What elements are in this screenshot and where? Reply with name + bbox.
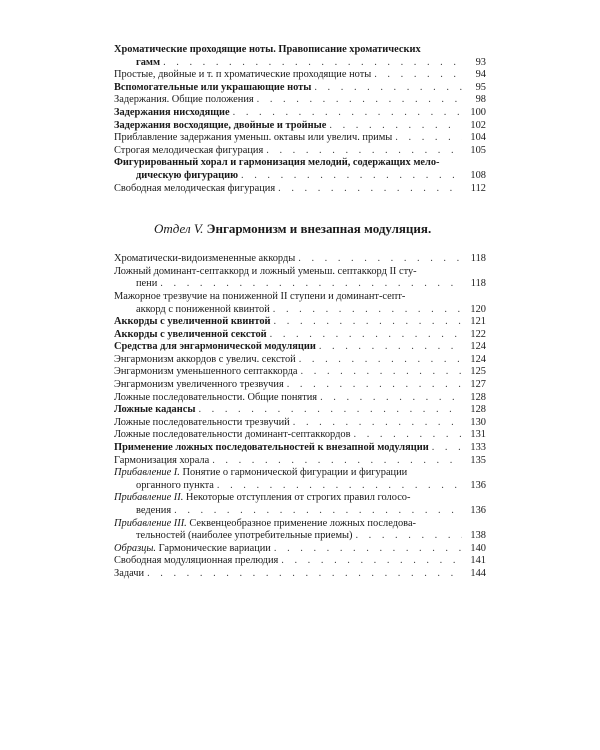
toc-entry bbox=[114, 291, 486, 316]
toc-entry-title: Аккорды с увеличенной секстой bbox=[114, 328, 267, 340]
section-heading bbox=[154, 221, 486, 237]
page-number: 127 bbox=[470, 379, 486, 391]
toc-entry-continuation: ведения bbox=[136, 505, 172, 516]
toc-entry-title: Свободная модуляционная прелюдия bbox=[114, 555, 279, 567]
page-number: 121 bbox=[470, 316, 486, 328]
toc-part-2 bbox=[114, 253, 486, 580]
toc-entry-title: Ложные последовательности доминант-септаккордов bbox=[114, 429, 351, 441]
page-number: 120 bbox=[470, 303, 486, 315]
page-number: 130 bbox=[470, 416, 486, 428]
toc-entry-title: Ложный доминант-септаккорд и ложный уменьш. септаккорд II сту- bbox=[114, 265, 417, 277]
page-number: 100 bbox=[470, 106, 486, 118]
toc-entry bbox=[114, 568, 486, 581]
page-number: 105 bbox=[470, 144, 486, 156]
dot-leader bbox=[270, 304, 462, 317]
page-number: 141 bbox=[470, 555, 486, 567]
toc-entry-title: Приблавление задержания уменьш. октавы или увелич. примы bbox=[114, 132, 393, 144]
toc-entry-lead: Образцы. bbox=[114, 542, 157, 554]
toc-entry-title: Гармонические вариации bbox=[158, 542, 271, 554]
page-number: 138 bbox=[470, 530, 486, 542]
page-number: 95 bbox=[475, 81, 486, 93]
toc-entry bbox=[114, 329, 486, 342]
dot-leader bbox=[209, 455, 462, 468]
toc-entry bbox=[114, 354, 486, 367]
toc-entry-title: Хроматически-видоизмененные аккорды bbox=[114, 253, 296, 265]
toc-entry-title: Строгая мелодическая фигурация bbox=[114, 144, 264, 156]
toc-entry-lead: Прибавление III. bbox=[114, 517, 187, 529]
dot-leader bbox=[271, 543, 462, 556]
page-number: 108 bbox=[470, 169, 486, 181]
toc-entry bbox=[114, 543, 486, 556]
dot-leader bbox=[160, 57, 462, 70]
toc-entry-continuation: гамм bbox=[136, 56, 161, 68]
toc-entry-continuation: органного пункта bbox=[136, 479, 214, 491]
toc-entry-title: Фигурированный хорал и гармонизация мелодий, содержащих мело- bbox=[114, 157, 440, 169]
page-number: 144 bbox=[470, 567, 486, 579]
toc-entry-title: Энгармонизм увеличенного трезвучия bbox=[114, 379, 284, 391]
dot-leader bbox=[254, 94, 462, 107]
toc-entry bbox=[114, 555, 486, 568]
toc-entry-title: Простые, двойные и т. п хроматические проходящие ноты bbox=[114, 69, 372, 81]
page-number: 118 bbox=[470, 253, 486, 265]
dot-leader bbox=[317, 392, 462, 405]
dot-leader bbox=[157, 278, 462, 291]
page-number: 140 bbox=[470, 542, 486, 554]
toc-entry-title: Секвенцеобразное применение ложных последова- bbox=[189, 517, 417, 529]
page-number: 94 bbox=[475, 69, 486, 81]
toc-entry-lead: Прибавление I. bbox=[114, 467, 180, 479]
dot-leader bbox=[284, 379, 462, 392]
toc-entry-continuation: дическую фигурацию bbox=[136, 169, 239, 181]
toc-entry-title: Применение ложных последовательностей к внезапной модуляции bbox=[114, 442, 429, 454]
toc-entry-title: Вспомогательные или украшающие ноты bbox=[114, 81, 312, 93]
page-number: 98 bbox=[475, 94, 486, 106]
dot-leader bbox=[351, 429, 463, 442]
toc-entry-title: Задержания восходящие, двойные и тройные bbox=[114, 119, 327, 131]
toc-part-1 bbox=[114, 44, 486, 195]
dot-leader bbox=[195, 404, 462, 417]
page-number: 124 bbox=[470, 353, 486, 365]
page-number: 128 bbox=[470, 391, 486, 403]
toc-entry-lead: Прибавление II. bbox=[114, 492, 184, 504]
dot-leader bbox=[392, 132, 462, 145]
toc-entry-title: Энгармонизм аккордов с увелич. секстой bbox=[114, 353, 296, 365]
dot-leader bbox=[298, 366, 462, 379]
toc-entry-continuation: аккорд с пониженной квинтой bbox=[136, 303, 270, 315]
dot-leader bbox=[271, 316, 462, 329]
dot-leader bbox=[278, 555, 462, 568]
dot-leader bbox=[295, 253, 462, 266]
page-number: 93 bbox=[475, 56, 486, 68]
toc-entry-title: Средства для энгармонической модуляции bbox=[114, 341, 316, 353]
section-number: Отдел V. bbox=[154, 221, 204, 237]
dot-leader bbox=[267, 329, 462, 342]
dot-leader bbox=[238, 170, 462, 183]
page-number: 118 bbox=[470, 278, 486, 290]
dot-leader bbox=[352, 530, 462, 543]
toc-entry bbox=[114, 379, 486, 392]
table-of-contents bbox=[114, 44, 486, 581]
toc-entry bbox=[114, 341, 486, 354]
page-number: 102 bbox=[470, 119, 486, 131]
dot-leader bbox=[326, 120, 462, 133]
toc-entry-title: Задачи bbox=[114, 567, 145, 579]
dot-leader bbox=[311, 82, 462, 95]
toc-entry bbox=[114, 44, 486, 69]
toc-entry bbox=[114, 417, 486, 430]
page-number: 133 bbox=[470, 442, 486, 454]
toc-entry-continuation: пени bbox=[136, 278, 158, 290]
toc-entry bbox=[114, 157, 486, 182]
dot-leader bbox=[263, 145, 462, 158]
toc-entry bbox=[114, 183, 486, 196]
toc-entry bbox=[114, 253, 486, 266]
toc-entry-title: Аккорды с увеличенной квинтой bbox=[114, 316, 271, 328]
page-number: 125 bbox=[470, 366, 486, 378]
toc-entry bbox=[114, 266, 486, 291]
toc-entry-continuation: тельностей (наиболее употребительные приемы) bbox=[136, 530, 353, 542]
toc-entry-title: Ложные последовательности трезвучий bbox=[114, 416, 290, 428]
page-number: 124 bbox=[470, 341, 486, 353]
toc-entry bbox=[114, 316, 486, 329]
toc-entry-title: Хроматические проходящие ноты. Правописание хроматических bbox=[114, 44, 421, 55]
toc-entry-title: Свободная мелодическая фигурация bbox=[114, 182, 276, 194]
page-number: 135 bbox=[470, 454, 486, 466]
toc-entry-title: Мажорное трезвучие на пониженной II ступени и доминант-септ- bbox=[114, 290, 406, 302]
toc-entry-title: Ложные последовательности. Общие понятия bbox=[114, 391, 318, 403]
dot-leader bbox=[214, 480, 462, 493]
toc-entry bbox=[114, 132, 486, 145]
toc-entry-title: Задержания. Общие положения bbox=[114, 94, 254, 106]
page-number: 131 bbox=[470, 429, 486, 441]
toc-entry bbox=[114, 492, 486, 517]
toc-entry bbox=[114, 467, 486, 492]
toc-entry-title: Задержания нисходящие bbox=[114, 106, 230, 118]
toc-entry bbox=[114, 366, 486, 379]
toc-entry bbox=[114, 404, 486, 417]
dot-leader bbox=[371, 69, 462, 82]
toc-entry bbox=[114, 518, 486, 543]
page-number: 136 bbox=[470, 505, 486, 516]
page-number: 128 bbox=[470, 404, 486, 416]
toc-entry-title: Энгармонизм уменьшенного септаккорда bbox=[114, 366, 298, 378]
toc-entry bbox=[114, 94, 486, 107]
toc-entry-title: Гармонизация хорала bbox=[114, 454, 210, 466]
page-number: 112 bbox=[470, 182, 486, 194]
toc-entry bbox=[114, 69, 486, 82]
toc-entry bbox=[114, 82, 486, 95]
page-number: 104 bbox=[470, 132, 486, 144]
dot-leader bbox=[275, 183, 462, 196]
toc-entry-title: Некоторые отступления от строгих правил голосо- bbox=[185, 492, 411, 504]
toc-entry bbox=[114, 455, 486, 468]
dot-leader bbox=[429, 442, 462, 455]
toc-entry bbox=[114, 120, 486, 133]
toc-entry bbox=[114, 145, 486, 158]
dot-leader bbox=[296, 354, 462, 367]
section-title: Энгармонизм и внезапная модуляция. bbox=[206, 221, 432, 237]
toc-entry-title: Понятие о гармонической фигурации и фигурации bbox=[182, 467, 408, 479]
toc-entry bbox=[114, 429, 486, 442]
dot-leader bbox=[171, 505, 462, 518]
toc-entry-title: Ложные каданcы bbox=[114, 404, 196, 416]
page-number: 136 bbox=[470, 479, 486, 491]
dot-leader bbox=[316, 341, 462, 354]
toc-entry bbox=[114, 442, 486, 455]
toc-entry bbox=[114, 107, 486, 120]
toc-entry bbox=[114, 392, 486, 405]
dot-leader bbox=[230, 107, 462, 120]
dot-leader bbox=[290, 417, 462, 430]
page-number: 122 bbox=[470, 328, 486, 340]
dot-leader bbox=[144, 568, 462, 581]
